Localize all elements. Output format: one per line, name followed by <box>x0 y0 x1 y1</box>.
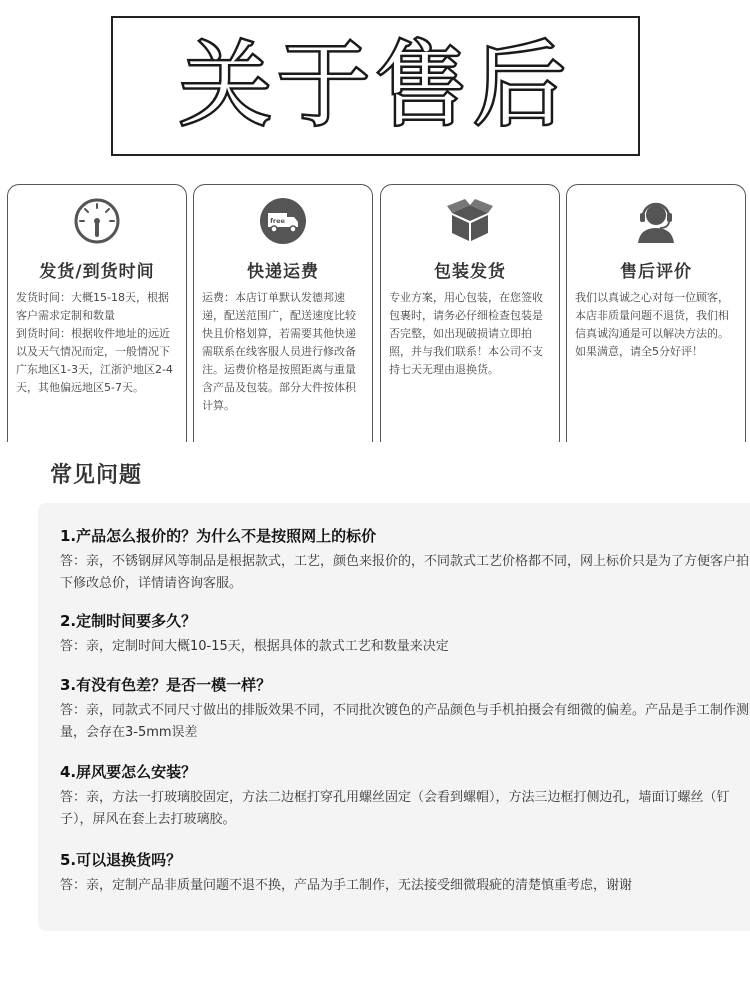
card-body <box>575 289 737 361</box>
faq-question: 2.定制时间要多久？ <box>60 612 197 630</box>
faq-answer: 答：亲，方法一打玻璃胶固定，方法二边框打穿孔用螺丝固定（会看到螺帽），方法三边框打侧边孔，墙面订螺丝（钉子），屏风在套上去打玻璃胶。 <box>60 790 730 827</box>
faq-question: 1.产品怎么报价的？为什么不是按照网上的标价 <box>60 527 377 545</box>
card-title: 包装发货 <box>434 262 506 282</box>
faq-question: 4.屏风要怎么安装？ <box>60 763 197 781</box>
card-title: 售后评价 <box>620 262 692 282</box>
service-cards <box>0 184 750 444</box>
free-label: free <box>270 217 285 225</box>
package-box-icon <box>442 197 498 245</box>
card-text: 发货时间：大概15-18天，根据客户需求定制和数量 到货时间：根据收件地址的远近以及天气情况而定，一般情况下广东地区1-3天，江浙沪地区2-4天，其他偏远地区5-7天。 <box>16 291 173 394</box>
faq-answer: 答：亲，定制产品非质量问题不退不换，产品为手工制作，无法接受细微瑕疵的清楚慎重考虑，谢谢 <box>60 878 633 893</box>
card-title: 快递运费 <box>247 262 319 282</box>
faq-answer: 答：亲，同款式不同尺寸做出的排版效果不同，不同批次镀色的产品颜色与手机拍摄会有细微的偏差。产品是手工制作测量，会存在3-5mm误差 <box>60 703 750 740</box>
card-body <box>389 289 551 379</box>
card-shipping-time <box>7 184 187 442</box>
customer-service-headset-icon <box>632 197 680 245</box>
hero-banner <box>111 16 640 156</box>
faq-answer: 答：亲，定制时间大概10-15天，根据具体的款式工艺和数量来决定 <box>60 639 449 654</box>
card-shipping-fee <box>193 184 373 442</box>
speedometer-icon <box>73 197 121 245</box>
faq-question: 3.有没有色差？是否一模一样？ <box>60 676 272 694</box>
faq-heading: 常见问题 <box>50 463 143 488</box>
faq-panel <box>38 503 750 931</box>
card-text: 专业方案，用心包装，在您签收包裹时，请务必仔细检查包装是否完整，如出现破损请立即拍照，并与我们联系！本公司不支持七天无理由退换货。 <box>389 291 543 376</box>
card-after-sales <box>566 184 746 442</box>
card-text: 运费：本店订单默认发德邦速递，配送范围广，配送速度比较快且价格划算，若需要其他快递需联系在线客服人员进行修改备注。运费价格是按照距离与重量含产品及包装。部分大件按体积计算。 <box>202 291 356 412</box>
card-body <box>16 289 178 397</box>
free-shipping-truck-icon <box>259 197 307 245</box>
card-packaging <box>380 184 560 442</box>
card-title: 发货/到货时间 <box>39 262 155 282</box>
card-text: 我们以真诚之心对每一位顾客，本店非质量问题不退货，我们相信真诚沟通是可以解决方法的。如果满意，请全5分好评！ <box>575 291 729 358</box>
hero-title: 关于售后 <box>179 32 572 139</box>
faq-answer: 答：亲，不锈钢屏风等制品是根据款式，工艺，颜色来报价的，不同款式工艺价格都不同，网上标价只是为了方便客户拍下修改总价，详情请咨询客服。 <box>60 554 750 591</box>
faq-question: 5.可以退换货吗？ <box>60 851 182 869</box>
card-body <box>202 289 364 415</box>
